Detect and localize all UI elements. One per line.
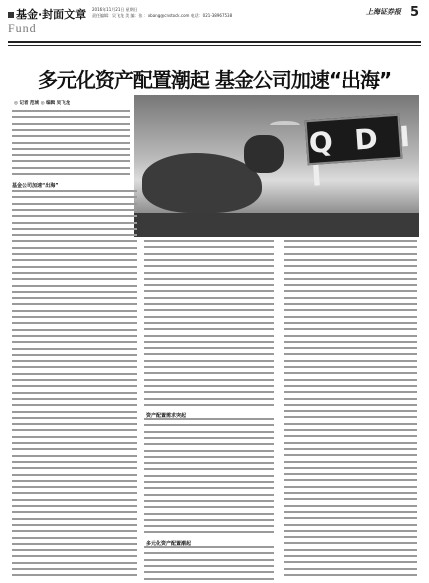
text-line (284, 303, 417, 305)
text-line (284, 309, 417, 311)
text-line (144, 431, 274, 433)
text-line (12, 518, 137, 520)
text-line (12, 335, 137, 337)
text-line (144, 487, 274, 489)
text-line (144, 475, 274, 477)
text-line (144, 328, 274, 330)
text-line (12, 110, 130, 112)
text-line (144, 481, 274, 483)
text-line (12, 272, 137, 274)
text-line (284, 498, 417, 500)
masthead (8, 4, 421, 62)
text-line (284, 454, 417, 456)
text-line (144, 525, 274, 527)
text-line (12, 354, 137, 356)
section-square-icon (8, 12, 14, 18)
newspaper-logo: 上海证券报 (366, 8, 401, 16)
text-line (12, 322, 137, 324)
text-line (284, 372, 417, 374)
text-line (284, 492, 417, 494)
bull-statue-head (244, 135, 284, 173)
text-line (144, 443, 274, 445)
text-line (12, 474, 137, 476)
text-line (284, 467, 417, 469)
text-line (12, 222, 137, 224)
text-line (12, 574, 137, 576)
text-line (12, 116, 130, 118)
text-line (144, 578, 274, 580)
text-line (144, 462, 274, 464)
text-line (144, 552, 274, 554)
text-line (12, 379, 137, 381)
text-line (12, 247, 137, 249)
text-line (12, 417, 137, 419)
text-line (144, 404, 274, 406)
text-line (12, 303, 137, 305)
text-line (12, 285, 137, 287)
text-line (12, 228, 137, 230)
header-rule-thin (8, 45, 421, 46)
text-line (12, 467, 137, 469)
text-line (12, 316, 137, 318)
text-line (12, 505, 137, 507)
text-line (144, 437, 274, 439)
text-line (284, 341, 417, 343)
text-line (284, 366, 417, 368)
text-line (284, 353, 417, 355)
text-line (284, 322, 417, 324)
text-line (12, 404, 137, 406)
text-line (284, 404, 417, 406)
bull-horn (270, 121, 300, 129)
text-line (144, 506, 274, 508)
issue-date: 2016年11月21日 星期日 (92, 7, 138, 12)
text-line (284, 442, 417, 444)
article-photo (134, 95, 419, 237)
text-line (12, 278, 137, 280)
text-line (284, 246, 417, 248)
text-line (284, 536, 417, 538)
section-subtitle: Fund (8, 21, 37, 35)
byline: ◎ 记者 范城 ◎ 编辑 吴飞龙 (14, 101, 71, 106)
text-line (12, 537, 137, 539)
text-line (284, 517, 417, 519)
page-number: 5 (410, 5, 420, 20)
text-line (12, 448, 137, 450)
photo-ground (134, 213, 419, 237)
text-line (144, 531, 274, 533)
text-line (284, 410, 417, 412)
text-line (284, 524, 417, 526)
text-line (284, 549, 417, 551)
text-line (12, 240, 137, 242)
text-line (144, 322, 274, 324)
text-line (144, 366, 274, 368)
text-line (284, 391, 417, 393)
text-line (144, 265, 274, 267)
text-line (12, 480, 137, 482)
text-line (144, 284, 274, 286)
text-line (12, 423, 137, 425)
text-line (12, 436, 137, 438)
text-line (144, 385, 274, 387)
text-line (144, 240, 274, 242)
text-line (284, 505, 417, 507)
text-line (144, 468, 274, 470)
text-line (284, 379, 417, 381)
text-line (12, 203, 137, 205)
text-line (12, 154, 130, 156)
text-line (12, 511, 137, 513)
text-line (284, 385, 417, 387)
text-line (144, 259, 274, 261)
text-line (12, 524, 137, 526)
text-line (12, 215, 137, 217)
text-line (144, 559, 274, 561)
text-line (12, 562, 137, 564)
text-line (284, 429, 417, 431)
text-line (284, 335, 417, 337)
text-line (12, 530, 137, 532)
text-line (284, 398, 417, 400)
text-line (284, 448, 417, 450)
headline: 多元化资产配置潮起 基金公司加速“出海” (37, 68, 392, 92)
text-line (12, 297, 137, 299)
text-line (284, 568, 417, 570)
text-line (12, 555, 137, 557)
text-line (144, 335, 274, 337)
text-line (144, 341, 274, 343)
text-line (12, 196, 137, 198)
text-line (12, 568, 137, 570)
text-line (12, 209, 137, 211)
subhead-1: 基金公司加速“出海” (12, 183, 59, 189)
text-line (284, 259, 417, 261)
text-line (144, 360, 274, 362)
text-line (12, 135, 130, 137)
text-line (284, 511, 417, 513)
text-line (12, 291, 137, 293)
text-line (144, 347, 274, 349)
text-line (12, 499, 137, 501)
header-rule-thick (8, 41, 421, 43)
text-line (144, 303, 274, 305)
text-line (12, 348, 137, 350)
text-line (144, 316, 274, 318)
text-line (284, 473, 417, 475)
text-line (144, 290, 274, 292)
text-line (284, 423, 417, 425)
text-line (144, 297, 274, 299)
text-line (12, 398, 137, 400)
text-line (144, 353, 274, 355)
text-line (284, 265, 417, 267)
text-line (284, 574, 417, 576)
text-line (144, 519, 274, 521)
text-line (12, 253, 137, 255)
text-line (12, 190, 137, 192)
text-line (284, 486, 417, 488)
text-line (12, 234, 137, 236)
text-line (284, 240, 417, 242)
text-line (284, 435, 417, 437)
text-line (284, 253, 417, 255)
text-line (144, 253, 274, 255)
text-line (12, 461, 137, 463)
editor-info: 责任编辑：吴飞龙 美 编：张 ：xbang@cnstock.com 电话：021-38967538 (92, 13, 233, 18)
text-line (12, 360, 137, 362)
text-line (12, 492, 137, 494)
subhead-2: 资产配置需求突起 (146, 413, 187, 419)
section-title (8, 6, 86, 22)
text-line (12, 366, 137, 368)
text-line (144, 494, 274, 496)
text-line (12, 373, 137, 375)
text-line (284, 347, 417, 349)
text-line (12, 123, 130, 125)
text-line (12, 142, 130, 144)
text-line (284, 461, 417, 463)
text-line (12, 148, 130, 150)
text-line (144, 379, 274, 381)
text-line (144, 571, 274, 573)
text-line (144, 450, 274, 452)
text-line (144, 513, 274, 515)
text-line (284, 278, 417, 280)
text-line (12, 173, 130, 175)
subhead-3: 多元化资产配置潮起 (146, 541, 192, 547)
text-line (12, 385, 137, 387)
text-line (284, 561, 417, 563)
text-line (12, 266, 137, 268)
text-line (12, 486, 137, 488)
text-line (144, 424, 274, 426)
text-line (144, 398, 274, 400)
text-line (144, 391, 274, 393)
text-line (144, 309, 274, 311)
text-line (284, 290, 417, 292)
section-title-text: 基金·封面文章 (16, 8, 87, 21)
text-line (12, 259, 137, 261)
text-line (284, 297, 417, 299)
text-line (284, 328, 417, 330)
text-line (284, 284, 417, 286)
text-line (284, 416, 417, 418)
text-line (144, 372, 274, 374)
text-line (284, 479, 417, 481)
text-line (12, 329, 137, 331)
text-line (144, 500, 274, 502)
text-line (284, 542, 417, 544)
text-line (144, 278, 274, 280)
text-line (284, 316, 417, 318)
text-line (12, 392, 137, 394)
text-line (144, 456, 274, 458)
text-line (144, 565, 274, 567)
qdii-banner-text: Q D I I (307, 119, 417, 193)
text-line (144, 246, 274, 248)
text-line (12, 455, 137, 457)
text-line (12, 543, 137, 545)
text-line (12, 429, 137, 431)
text-line (12, 167, 130, 169)
text-line (144, 272, 274, 274)
text-line (12, 549, 137, 551)
text-line (12, 129, 130, 131)
text-line (284, 555, 417, 557)
text-line (284, 530, 417, 532)
text-line (12, 411, 137, 413)
text-line (284, 272, 417, 274)
text-line (12, 160, 130, 162)
text-line (12, 310, 137, 312)
text-line (12, 341, 137, 343)
text-line (12, 442, 137, 444)
text-line (284, 360, 417, 362)
